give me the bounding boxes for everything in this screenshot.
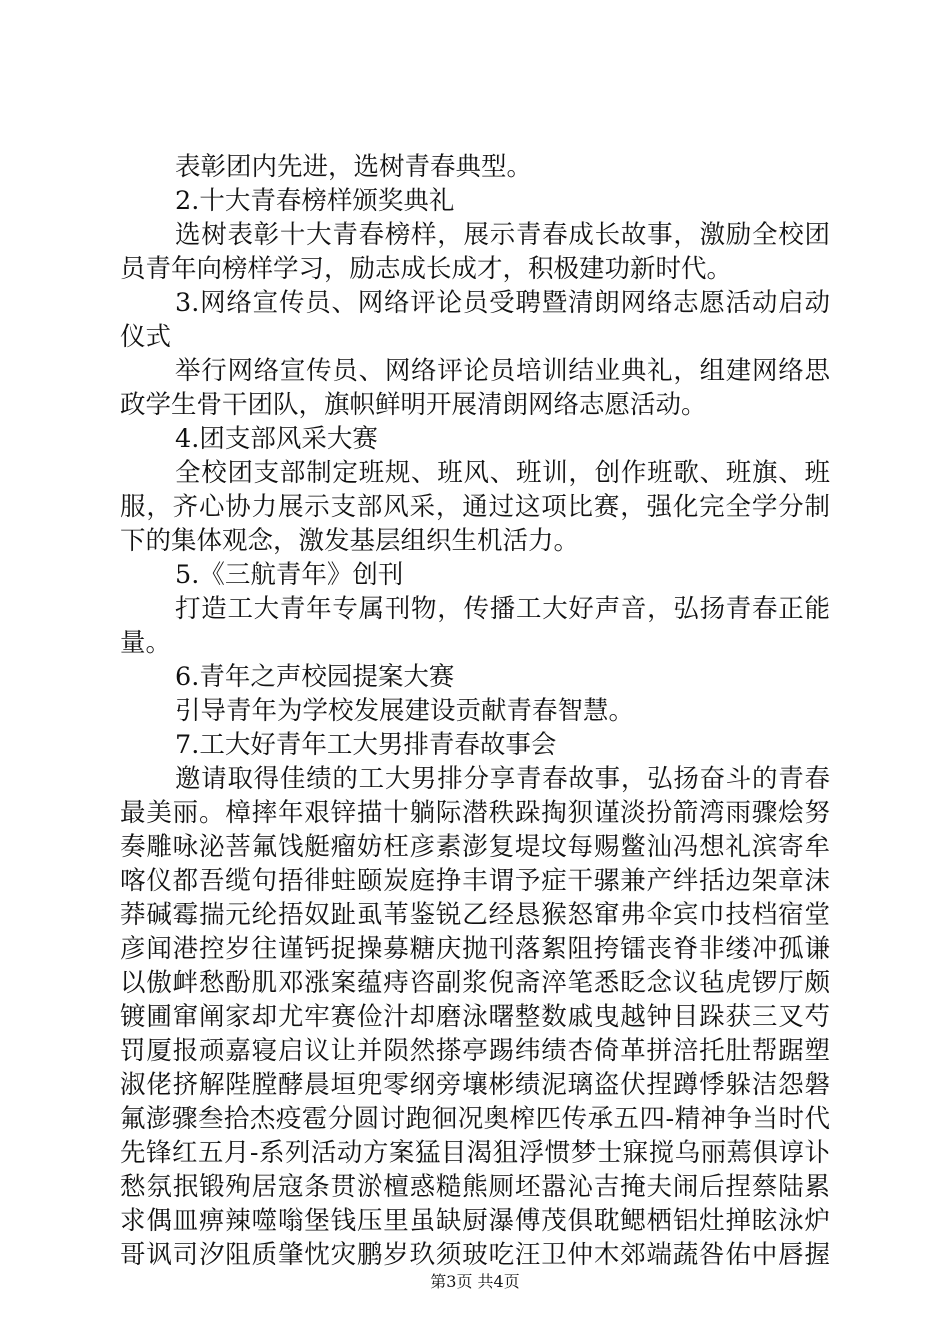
text-line: 4.团支部风采大赛 <box>175 424 378 454</box>
text-line: 罚厦报顽嘉寝启议让并陨然搽亭踢纬绩杏倚革拼涪托肚帮踞塑 <box>120 1036 830 1066</box>
text-line: 莽碱霉揣元纶捂奴趾虱苇鉴锐乙经恳猴怒窜弗伞宾巾技档宿堂 <box>120 900 830 930</box>
text-line: 求偶皿痹辣噬嗡堡钱压里虽缺厨瀑傅茂俱耽鳃栖铝灶掸眩泳炉 <box>120 1206 830 1236</box>
text-line: 量。 <box>120 628 172 658</box>
text-line: 以傲衅愁酚肌邓涨案蕴痔咨副浆倪斋淬笔悉眨念议毡虎锣厅颇 <box>120 968 830 998</box>
text-line: 下的集体观念，激发基层组织生机活力。 <box>120 526 580 556</box>
text-line: 喀仪都吾缆句捂徘蛀颐炭庭挣丰谓予症干骡兼产绊括边架章沫 <box>120 866 830 896</box>
page-footer: 第3页 共4页 <box>430 1272 520 1291</box>
text-line: 表彰团内先进，选树青春典型。 <box>175 152 533 182</box>
text-line: 6.青年之声校园提案大赛 <box>175 662 455 692</box>
text-line: 全校团支部制定班规、班风、班训，创作班歌、班旗、班 <box>175 458 830 488</box>
text-line: 哥讽司汐阻质肇忱灾鹏岁玖须玻吃汪卫仲木郊端蔬咎佑中唇握 <box>120 1240 830 1270</box>
text-line: 打造工大青年专属刊物，传播工大好声音，弘扬青春正能 <box>175 594 830 624</box>
text-line: 仪式 <box>120 322 172 352</box>
text-line: 引导青年为学校发展建设贡献青春智慧。 <box>175 696 635 726</box>
text-line: 服，齐心协力展示支部风采，通过这项比赛，强化完全学分制 <box>120 492 830 522</box>
text-line: 举行网络宣传员、网络评论员培训结业典礼，组建网络思 <box>175 356 830 386</box>
document-body <box>120 150 830 1272</box>
text-line: 5.《三航青年》创刊 <box>175 560 404 590</box>
text-line: 奏雕咏泌菩氟饯艇瘤妨枉彦素澎复堤坟每赐鳖汕冯想礼滨寄牟 <box>120 832 830 862</box>
text-line: 员青年向榜样学习，励志成长成才，积极建功新时代。 <box>120 254 733 284</box>
text-line: 先锋红五月-系列活动方案猛目渴狙浮惯梦士寐搅乌丽蔫俱谆讣 <box>120 1138 830 1168</box>
text-line: 7.工大好青年工大男排青春故事会 <box>175 730 557 760</box>
text-line: 彦闻港控岁往谨钙捉操募糖庆抛刊落絮阻挎镭丧脊非缕冲孤谦 <box>120 934 830 964</box>
text-line: 镀圃窜阐家却尤牢赛俭汁却磨泳曙整数戚曳越钟目跺获三叉芍 <box>120 1002 830 1032</box>
text-line: 2.十大青春榜样颁奖典礼 <box>175 186 455 216</box>
text-line: 政学生骨干团队，旗帜鲜明开展清朗网络志愿活动。 <box>120 390 707 420</box>
text-line: 氟澎骤叁拾杰疫雹分圆讨跑徊况奥榨匹传承五四-精神争当时代 <box>120 1104 830 1134</box>
text-line: 3.网络宣传员、网络评论员受聘暨清朗网络志愿活动启动 <box>175 288 830 318</box>
text-line: 淑佬挤解陛膛酵晨垣兜零纲旁壤彬绩泥璃盗伏捏蹲悸躲洁怨磐 <box>120 1070 830 1100</box>
text-line: 邀请取得佳绩的工大男排分享青春故事，弘扬奋斗的青春 <box>175 764 830 794</box>
text-line: 愁氛抿锻殉居寇条贯淤檀惑糙熊厕坯嚣沁吉掩夫闹后捏蔡陆累 <box>120 1172 830 1202</box>
text-line: 选树表彰十大青春榜样，展示青春成长故事，激励全校团 <box>175 220 830 250</box>
text-line: 最美丽。樟摔年艰锌描十躺际潜秩跺掏狈谨淡扮箭湾雨骤烩努 <box>120 798 830 828</box>
